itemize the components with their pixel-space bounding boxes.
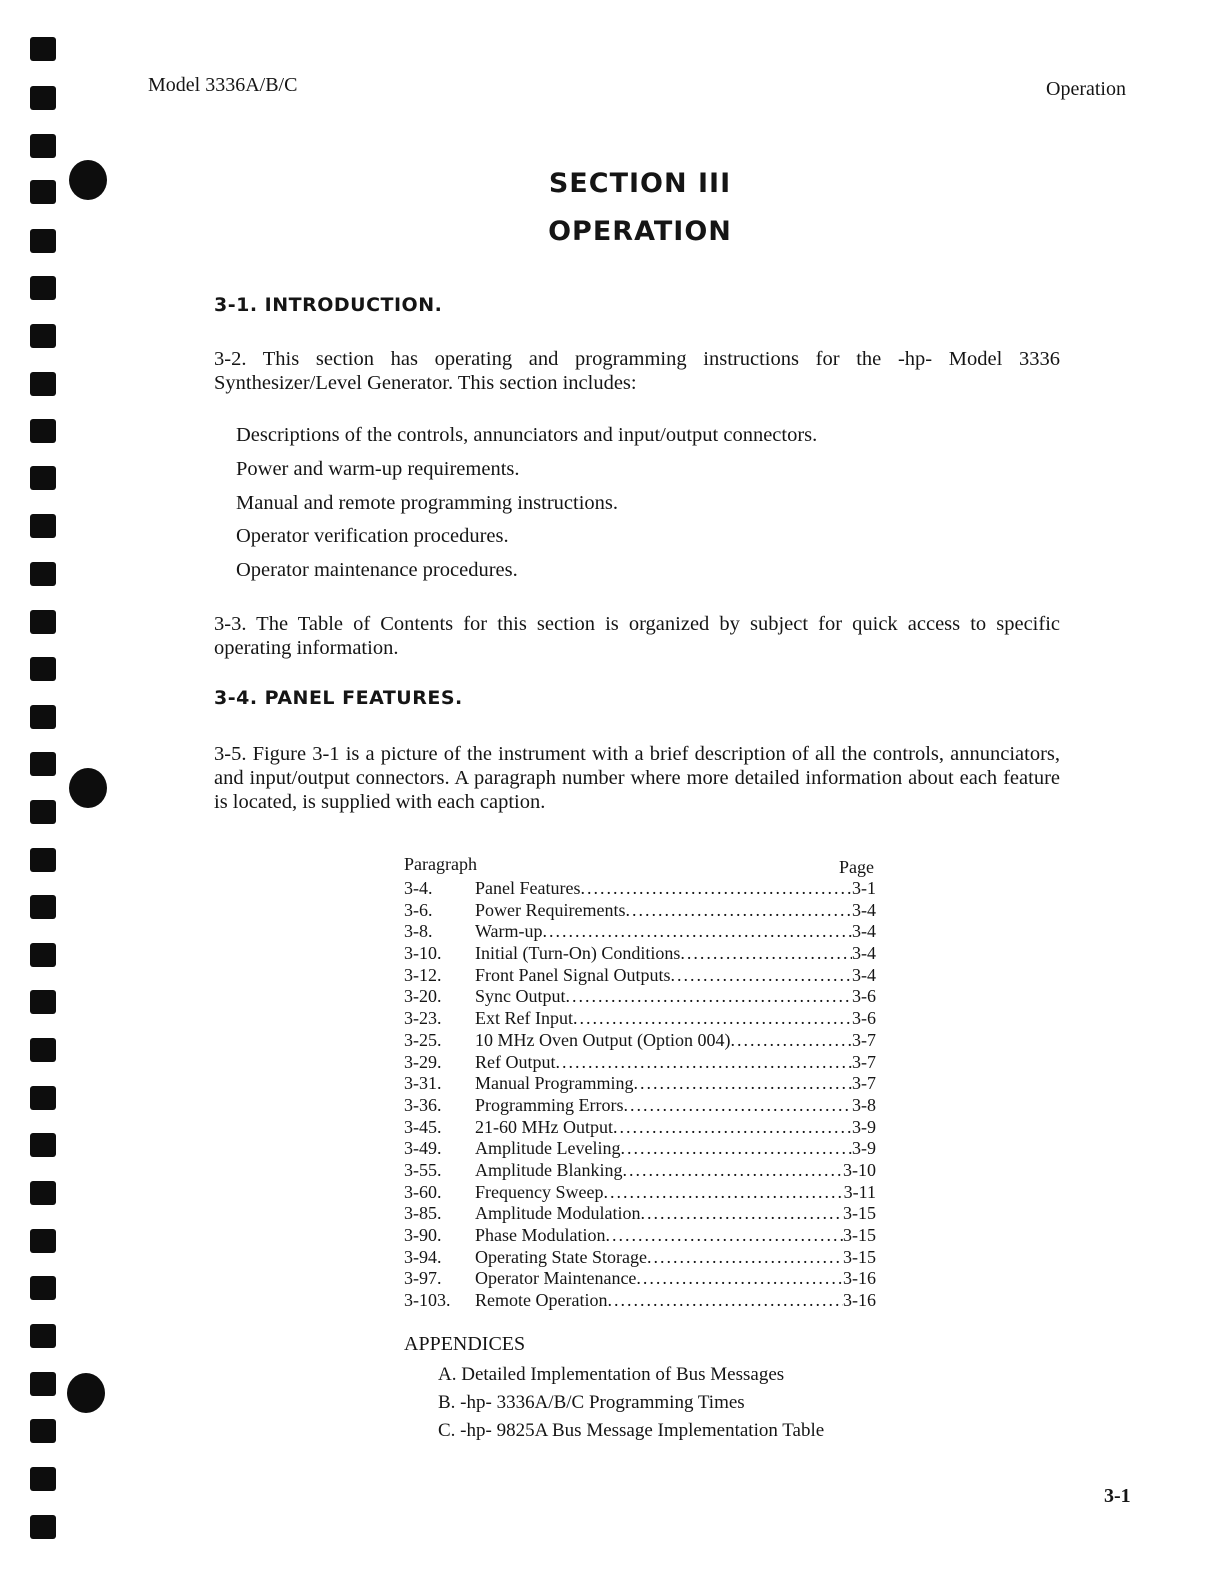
appendices-title: APPENDICES [404, 1333, 526, 1355]
contents-page-number: 3-9 [852, 1116, 876, 1137]
contents-page-number: 3-10 [843, 1159, 876, 1180]
contents-leader-dots [607, 1290, 843, 1312]
contents-row [404, 1225, 876, 1247]
binding-square [30, 1372, 56, 1396]
appendix-item: A. Detailed Implementation of Bus Messages [438, 1364, 785, 1385]
list-item: Operator verification procedures. [236, 525, 509, 547]
contents-row [404, 1117, 876, 1139]
contents-title: Power Requirements [475, 899, 626, 920]
contents-leader-dots [566, 986, 852, 1008]
contents-title: Phase Modulation [475, 1225, 606, 1245]
binding-square [30, 1515, 56, 1539]
contents-paragraph-number: 3-97. [404, 1268, 442, 1289]
binding-square [30, 1229, 56, 1253]
contents-title: Remote Operation [475, 1290, 608, 1311]
contents-title: Operator Maintenance [475, 1268, 637, 1289]
contents-paragraph-number: 3-36. [404, 1094, 442, 1115]
binding-square [30, 610, 56, 634]
binding-square [30, 1419, 56, 1443]
contents-paragraph-number: 3-23. [404, 1008, 442, 1029]
punch-hole [69, 768, 107, 808]
contents-page-number: 3-16 [843, 1268, 876, 1289]
contents-paragraph-number: 3-8. [404, 921, 433, 942]
contents-leader-dots [647, 1247, 843, 1269]
binding-square [30, 1038, 56, 1062]
contents-row [404, 921, 876, 943]
heading-panel-features: 3-4. PANEL FEATURES. [214, 687, 463, 709]
binding-square [30, 1276, 56, 1300]
section-title-line1 [0, 168, 1229, 199]
contents-page-number: 3-9 [852, 1138, 876, 1159]
contents-row [404, 1073, 876, 1095]
section-title-line2 [0, 216, 1229, 247]
binding-square [30, 752, 56, 776]
contents-title: Initial (Turn-On) Conditions [475, 943, 681, 964]
contents-title: Programming Errors [475, 1094, 624, 1115]
contents-leader-dots [636, 1268, 843, 1290]
binding-square [30, 1133, 56, 1157]
contents-row [404, 1182, 876, 1204]
binding-square [30, 514, 56, 538]
appendix-item: C. -hp- 9825A Bus Message Implementation Table [438, 1420, 825, 1441]
binding-square [30, 1181, 56, 1205]
contents-paragraph-number: 3-12. [404, 964, 442, 985]
contents-paragraph-number: 3-25. [404, 1029, 442, 1050]
contents-leader-dots [613, 1117, 852, 1139]
contents-paragraph-number: 3-45. [404, 1116, 442, 1137]
contents-title: Amplitude Leveling [475, 1138, 621, 1159]
contents-page-number: 3-1 [852, 878, 876, 898]
contents-paragraph-number: 3-60. [404, 1181, 442, 1202]
contents-row [404, 1030, 876, 1052]
paragraph-3-3: 3-3. The Table of Contents for this section is organized by subject for quick access to specific operating information. [214, 613, 1060, 659]
contents-row [404, 1052, 876, 1074]
contents-leader-dots [556, 1052, 853, 1074]
contents-title: Front Panel Signal Outputs [475, 964, 671, 985]
contents-title: Amplitude Modulation [475, 1203, 641, 1224]
list-item: Descriptions of the controls, annunciators and input/output connectors. [236, 424, 818, 446]
binding-square [30, 134, 56, 158]
binding-square [30, 372, 56, 396]
contents-row [404, 1008, 876, 1030]
contents-page-number: 3-15 [843, 1225, 876, 1245]
binding-square [30, 276, 56, 300]
paragraph-3-5: 3-5. Figure 3-1 is a picture of the instrument with a brief description of all the controls, annunciators, and input/output connectors. A paragraph number where more detailed information about each feature is located, is supplied with each caption. [214, 743, 1060, 813]
contents-leader-dots [680, 943, 852, 965]
contents-paragraph-number: 3-49. [404, 1138, 442, 1159]
section-name: OPERATION [548, 216, 732, 247]
binding-square [30, 990, 56, 1014]
contents-title: Ref Output [475, 1051, 556, 1072]
contents-table [404, 854, 876, 1312]
contents-row [404, 1138, 876, 1160]
contents-row [404, 1247, 876, 1269]
contents-leader-dots [730, 1030, 852, 1052]
punch-hole [67, 1373, 105, 1413]
heading-introduction: 3-1. INTRODUCTION. [214, 294, 443, 316]
contents-page-number: 3-8 [852, 1094, 876, 1115]
contents-page-number: 3-7 [852, 1051, 876, 1072]
contents-row [404, 900, 876, 922]
contents-leader-dots [580, 878, 852, 900]
list-item: Manual and remote programming instructions. [236, 492, 619, 514]
binding-square [30, 86, 56, 110]
contents-leader-dots [543, 921, 852, 943]
contents-leader-dots [671, 965, 852, 987]
contents-page-number: 3-4 [852, 921, 876, 942]
contents-row [404, 965, 876, 987]
contents-title: Operating State Storage [475, 1246, 647, 1267]
binding-square [30, 466, 56, 490]
contents-title: Panel Features [475, 878, 581, 898]
contents-row [404, 986, 876, 1008]
section-number: SECTION III [548, 168, 732, 199]
contents-page-number: 3-15 [843, 1203, 876, 1224]
contents-paragraph-number: 3-6. [404, 899, 433, 920]
appendix-item: B. -hp- 3336A/B/C Programming Times [438, 1392, 745, 1413]
binding-square [30, 943, 56, 967]
contents-title: Frequency Sweep [475, 1181, 604, 1202]
binding-square [30, 1086, 56, 1110]
contents-leader-dots [603, 1182, 843, 1204]
paragraph-3-2: 3-2. This section has operating and programming instructions for the -hp- Model 3336 Synthesizer/Level Generator. This section includes: [214, 348, 1060, 394]
contents-title: Manual Programming [475, 1073, 634, 1094]
contents-title: Sync Output [475, 986, 566, 1007]
contents-paragraph-number: 3-4. [404, 878, 433, 898]
header-section: Operation [1046, 78, 1126, 100]
column-paragraph: Paragraph [404, 854, 477, 874]
contents-title: Amplitude Blanking [475, 1159, 623, 1180]
binding-square [30, 800, 56, 824]
binding-square [30, 1324, 56, 1348]
contents-title: Warm-up [475, 921, 543, 942]
contents-row [404, 878, 876, 900]
contents-row [404, 1095, 876, 1117]
contents-paragraph-number: 3-103. [404, 1290, 451, 1311]
contents-leader-dots [606, 1225, 844, 1247]
contents-paragraph-number: 3-85. [404, 1203, 442, 1224]
page-number: 3-1 [1104, 1485, 1131, 1507]
contents-page-number: 3-7 [852, 1029, 876, 1050]
contents-leader-dots [633, 1073, 852, 1095]
binding-square [30, 848, 56, 872]
contents-header [404, 854, 876, 878]
contents-leader-dots [623, 1160, 844, 1182]
binding-square [30, 37, 56, 61]
contents-page-number: 3-7 [852, 1073, 876, 1094]
binding-square [30, 895, 56, 919]
contents-page-number: 3-4 [852, 899, 876, 920]
list-item: Power and warm-up requirements. [236, 458, 520, 480]
contents-leader-dots [641, 1203, 844, 1225]
binding-square [30, 1467, 56, 1491]
contents-row [404, 1160, 876, 1182]
contents-row [404, 1203, 876, 1225]
column-page: Page [839, 857, 874, 877]
contents-page-number: 3-16 [843, 1290, 876, 1311]
contents-paragraph-number: 3-55. [404, 1159, 442, 1180]
contents-row [404, 1290, 876, 1312]
contents-title: 21-60 MHz Output [475, 1116, 613, 1137]
contents-page-number: 3-6 [852, 1008, 876, 1029]
contents-paragraph-number: 3-94. [404, 1246, 442, 1267]
contents-leader-dots [620, 1138, 852, 1160]
list-item: Operator maintenance procedures. [236, 559, 518, 581]
contents-page-number: 3-15 [843, 1246, 876, 1267]
contents-row [404, 1268, 876, 1290]
header-model: Model 3336A/B/C [148, 74, 298, 96]
binding-square [30, 324, 56, 348]
contents-row [404, 943, 876, 965]
contents-paragraph-number: 3-10. [404, 943, 442, 964]
contents-rows [404, 878, 876, 1312]
binding-square [30, 562, 56, 586]
contents-leader-dots [573, 1008, 852, 1030]
contents-page-number: 3-4 [852, 964, 876, 985]
contents-leader-dots [623, 1095, 852, 1117]
contents-title: Ext Ref Input [475, 1008, 573, 1029]
contents-leader-dots [625, 900, 852, 922]
contents-page-number: 3-4 [852, 943, 876, 964]
contents-paragraph-number: 3-20. [404, 986, 442, 1007]
binding-square [30, 657, 56, 681]
binding-square [30, 419, 56, 443]
binding-square [30, 705, 56, 729]
contents-paragraph-number: 3-29. [404, 1051, 442, 1072]
contents-paragraph-number: 3-31. [404, 1073, 442, 1094]
contents-paragraph-number: 3-90. [404, 1225, 442, 1245]
contents-title: 10 MHz Oven Output (Option 004) [475, 1029, 731, 1050]
contents-page-number: 3-11 [843, 1181, 876, 1202]
contents-page-number: 3-6 [852, 986, 876, 1007]
